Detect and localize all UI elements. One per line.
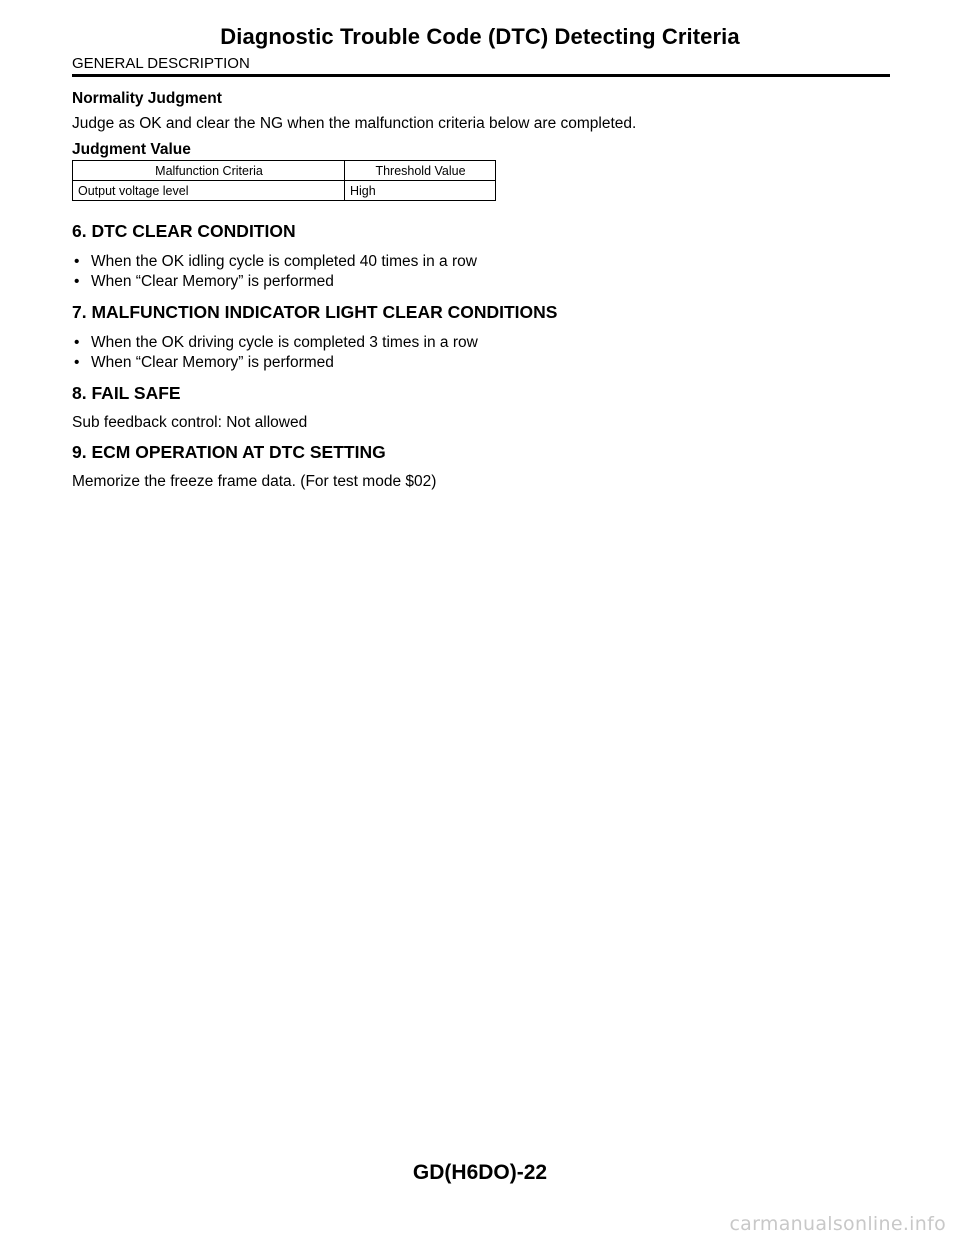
section-heading-fail-safe: 8. FAIL SAFE [72,383,181,403]
normality-judgment-text: Judge as OK and clear the NG when the malfunction criteria below are completed. [72,115,637,132]
watermark: carmanualsonline.info [729,1213,946,1235]
list-item [72,333,892,353]
list-item [72,252,892,272]
header-divider [72,74,890,77]
page-number: GD(H6DO)-22 [412,1161,548,1184]
table-cell-threshold-value: High [345,181,496,201]
page-content [72,90,892,491]
dtc-clear-condition-list [72,252,892,292]
bullet-icon: • [74,334,80,351]
section-heading-ecm-operation: 9. ECM OPERATION AT DTC SETTING [72,442,386,462]
bullet-icon: • [74,273,80,290]
list-item-text: When the OK driving cycle is completed 3 times in a row [91,334,478,351]
list-item-text: When “Clear Memory” is performed [91,273,334,290]
fail-safe-text: Sub feedback control: Not allowed [72,414,308,431]
list-item-text: When “Clear Memory” is performed [91,354,334,371]
table-row [73,181,496,201]
list-item [72,353,892,373]
mil-clear-conditions-list [72,333,892,373]
judgment-value-table [72,160,496,201]
list-item [72,272,892,292]
list-item-text: When the OK idling cycle is completed 40 times in a row [91,253,477,270]
bullet-icon: • [74,354,80,371]
section-label: GENERAL DESCRIPTION [72,55,250,72]
column-header-malfunction-criteria: Malfunction Criteria [73,161,345,181]
column-header-threshold-value: Threshold Value [345,161,496,181]
section-heading-dtc-clear-condition: 6. DTC CLEAR CONDITION [72,221,296,241]
table-header-row [73,161,496,181]
normality-judgment-heading: Normality Judgment [72,90,222,107]
bullet-icon: • [74,253,80,270]
ecm-operation-text: Memorize the freeze frame data. (For test mode $02) [72,473,437,490]
section-heading-mil-clear-conditions: 7. MALFUNCTION INDICATOR LIGHT CLEAR CONDITIONS [72,302,558,322]
table-cell-malfunction-criteria: Output voltage level [73,181,345,201]
page-title: Diagnostic Trouble Code (DTC) Detecting Criteria [220,24,740,49]
judgment-value-heading: Judgment Value [72,141,191,158]
